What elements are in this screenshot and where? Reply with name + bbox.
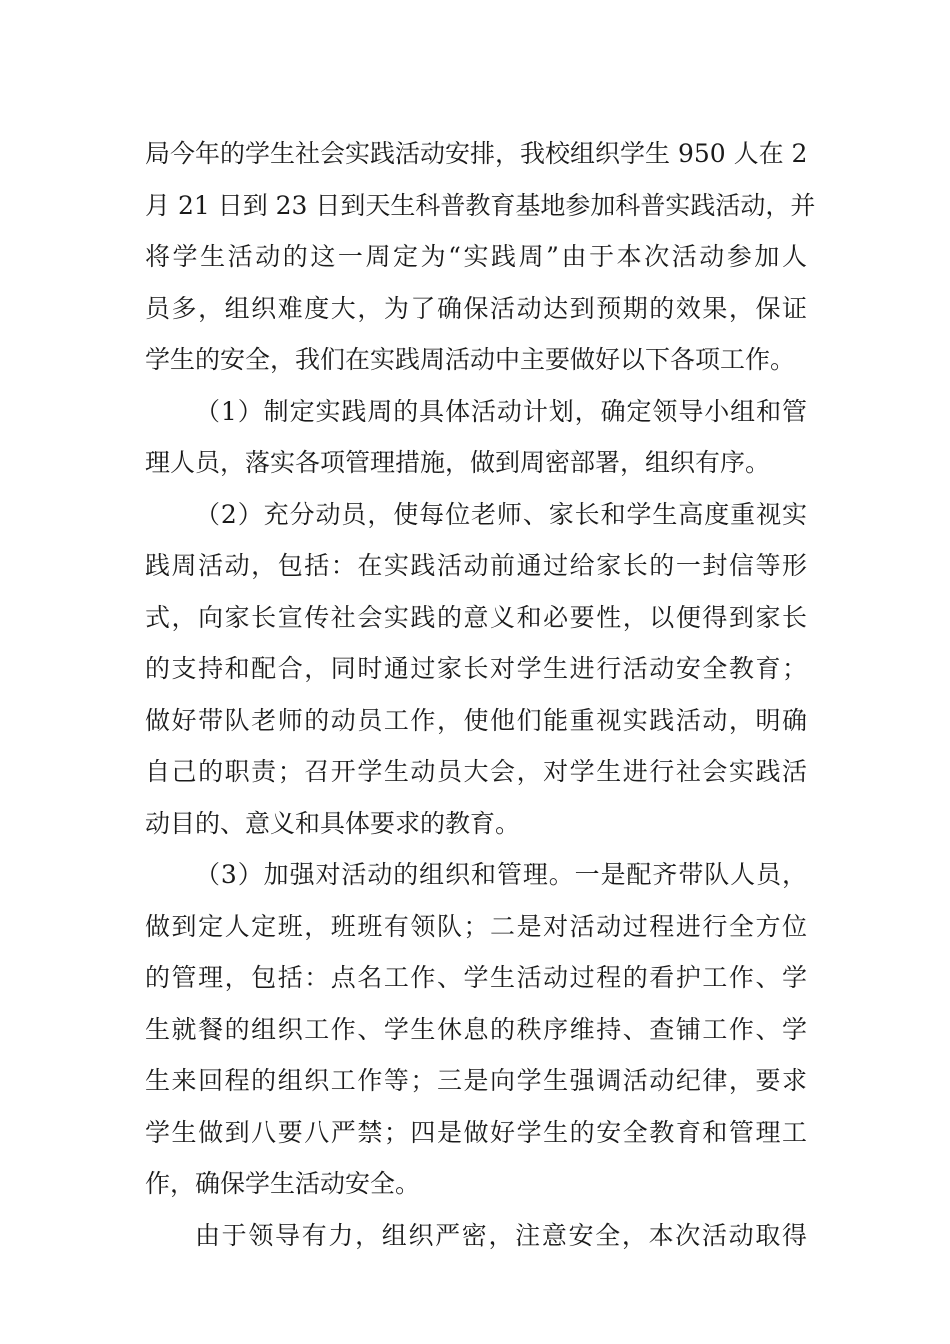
text-line: （3）加强对活动的组织和管理。一是配齐带队人员，: [195, 860, 807, 889]
text-line: 做好带队老师的动员工作，使他们能重视实践活动，明确: [145, 705, 807, 735]
text-line: 由于领导有力，组织严密，注意安全，本次活动取得: [195, 1220, 807, 1250]
text-line: 践周活动，包括：在实践活动前通过给家长的一封信等形: [145, 551, 807, 580]
text-line: 局今年的学生社会实践活动安排，我校组织学生 950 人在 2: [145, 139, 808, 168]
text-line: 生来回程的组织工作等；三是向学生强调活动纪律，要求: [145, 1066, 807, 1095]
paragraph-intro: [145, 128, 816, 386]
text-line: 理人员，落实各项管理措施，做到周密部署，组织有序。: [145, 448, 771, 477]
text-line: 作，确保学生活动安全。: [145, 1169, 421, 1198]
text-line: 学生的安全，我们在实践周活动中主要做好以下各项工作。: [145, 345, 796, 374]
text-line: 员多，组织难度大，为了确保活动达到预期的效果，保证: [145, 293, 807, 323]
text-line: 式，向家长宣传社会实践的意义和必要性，以便得到家长: [145, 602, 807, 632]
text-line: 的管理，包括：点名工作、学生活动过程的看护工作、学: [145, 963, 807, 992]
text-line: 生就餐的组织工作、学生休息的秩序维持、查铺工作、学: [145, 1014, 807, 1044]
text-line: 动目的、意义和具体要求的教育。: [145, 808, 521, 838]
text-line: 做到定人定班，班班有领队；二是对活动过程进行全方位: [145, 911, 807, 941]
text-line: （2）充分动员，使每位老师、家长和学生高度重视实: [195, 499, 807, 529]
paragraph-item-3: [145, 849, 807, 1210]
text-line: 将学生活动的这一周定为“实践周”由于本次活动参加人: [145, 242, 807, 271]
text-line: （1）制定实践周的具体活动计划，确定领导小组和管: [195, 396, 807, 426]
text-line: 自己的职责；召开学生动员大会，对学生进行社会实践活: [145, 757, 807, 786]
text-line: 学生做到八要八严禁；四是做好学生的安全教育和管理工: [145, 1117, 807, 1147]
paragraph-conclusion: [145, 1210, 807, 1262]
text-line: 月 21 日到 23 日到天生科普教育基地参加科普实践活动，并: [145, 190, 816, 220]
paragraph-item-2: [145, 489, 807, 850]
text-line: 的支持和配合，同时通过家长对学生进行活动安全教育；: [145, 654, 807, 683]
document-body: [145, 128, 816, 1261]
paragraph-item-1: [145, 386, 807, 489]
